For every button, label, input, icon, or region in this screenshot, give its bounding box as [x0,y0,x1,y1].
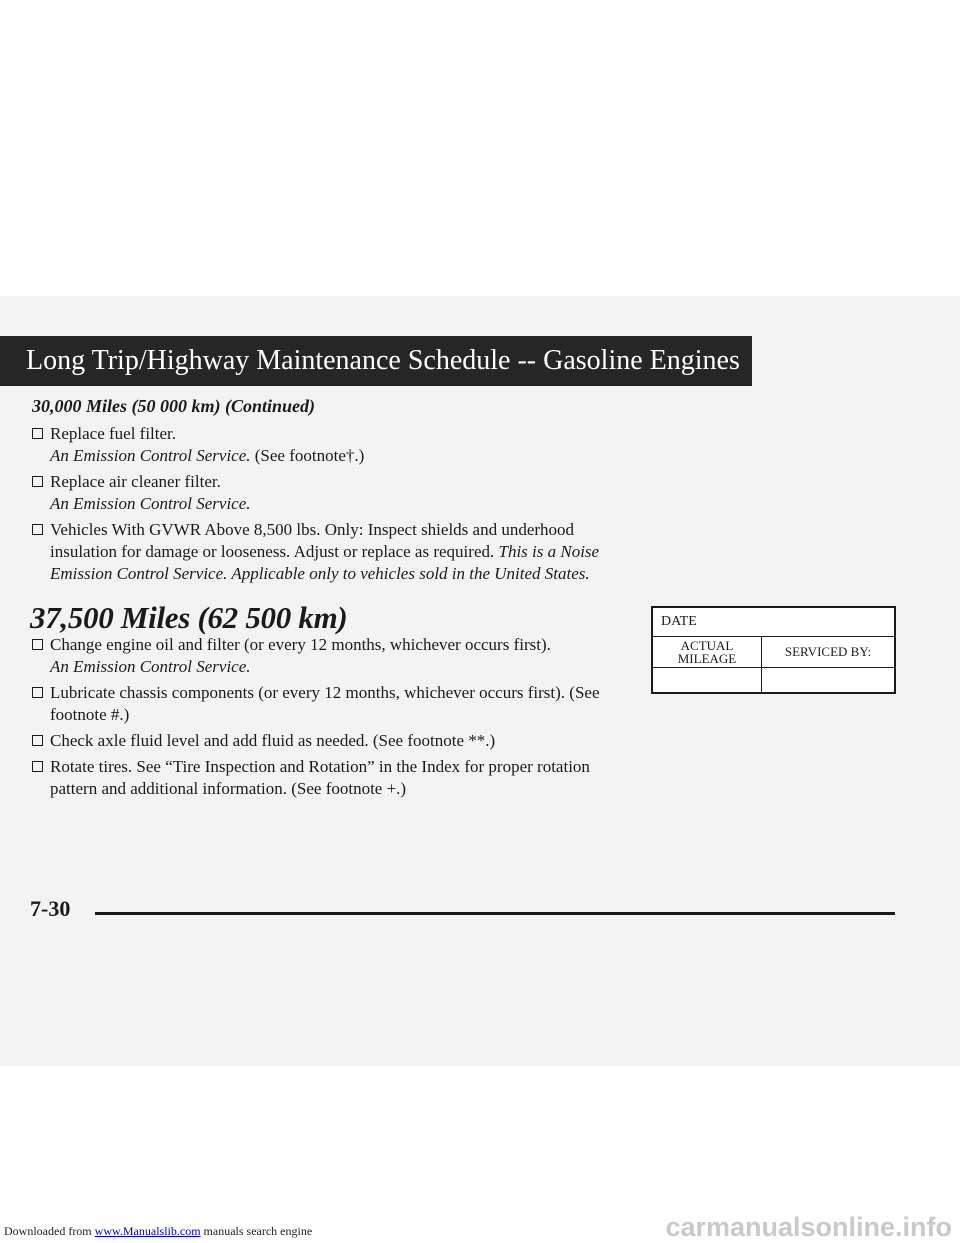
item-text: Lubricate chassis components (or every 12 months, whichever occurs first). (See footnote #.) [50,683,600,724]
date-field[interactable]: DATE [652,607,895,637]
page-number: 7-30 [30,896,71,921]
continued-section [30,396,630,589]
checkbox-icon[interactable] [32,735,43,746]
item-text: Replace fuel filter. [50,424,177,443]
checklist-item [30,634,630,678]
item-note: An Emission Control Service. (See footnote†.) [50,446,365,465]
checkbox-icon[interactable] [32,687,43,698]
item-text: Vehicles With GVWR Above 8,500 lbs. Only: Inspect shields and underhood insulation for damage or looseness. Adjust or replace as required. [50,520,575,561]
checklist-item [30,682,630,726]
item-note: An Emission Control Service. [50,657,251,676]
item-text: Replace air cleaner filter. [50,472,221,491]
item-text: Check axle fluid level and add fluid as needed. (See footnote **.) [50,731,496,750]
checkbox-icon[interactable] [32,476,43,487]
item-text: Rotate tires. See “Tire Inspection and Rotation” in the Index for proper rotation pattern and additional information. (See footnote +.) [50,757,590,798]
serviced-by-field[interactable] [762,668,896,694]
item-text: Change engine oil and filter (or every 12 months, whichever occurs first). [50,635,551,654]
serviced-by-header: SERVICED BY: [762,637,896,668]
checklist-item [30,471,630,515]
actual-mileage-field[interactable] [652,668,762,694]
section-banner: Long Trip/Highway Maintenance Schedule -- Gasoline Engines [0,336,752,386]
footer-rule [95,912,895,915]
checklist-item [30,519,640,585]
checkbox-icon[interactable] [32,639,43,650]
manualslib-link[interactable]: www.Manualslib.com [94,1224,201,1238]
checkbox-icon[interactable] [32,524,43,535]
actual-mileage-header: ACTUAL MILEAGE [652,637,762,668]
section-heading: 37,500 Miles (62 500 km) [30,600,348,635]
checklist-item [30,423,630,467]
checkbox-icon[interactable] [32,761,43,772]
checkbox-icon[interactable] [32,428,43,439]
watermark: carmanualsonline.info [665,1212,952,1242]
service-record-table [651,606,896,694]
download-footer: Downloaded from www.Manualslib.com manuals search engine [4,1224,313,1238]
item-note: This is a Noise Emission Control Service. Applicable only to vehicles sold in the United States. [50,542,600,583]
continued-heading: 30,000 Miles (50 000 km) (Continued) [32,396,316,416]
section-list [30,634,630,804]
item-note: An Emission Control Service. [50,494,251,513]
checklist-item [30,730,630,752]
checklist-item [30,756,610,800]
